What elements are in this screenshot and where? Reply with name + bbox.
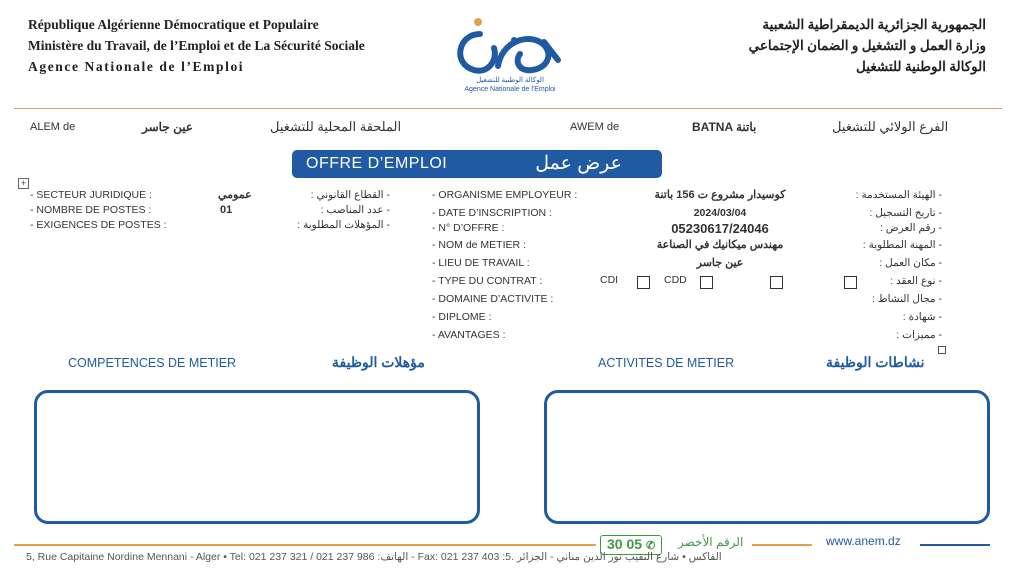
row-exigences	[30, 218, 410, 233]
label-ar: - نوع العقد :	[890, 275, 942, 287]
label-fr: - DOMAINE D’ACTIVITE :	[432, 293, 554, 305]
row-metier	[432, 238, 952, 256]
row-avantages	[432, 328, 952, 346]
label-fr: - DATE D’INSCRIPTION :	[432, 207, 552, 219]
label-ar: - عدد المناصب :	[320, 204, 390, 216]
title-ar: عرض عمل	[535, 153, 622, 174]
label-fr: - N° D’OFFRE :	[432, 222, 505, 234]
label-fr: - ORGANISME EMPLOYEUR :	[432, 189, 578, 201]
title-fr: OFFRE D’EMPLOI	[306, 155, 448, 172]
label-ar: - تاريخ التسجيل :	[869, 207, 942, 219]
competences-title-ar: مؤهلات الوظيفة	[332, 354, 425, 370]
footer-line-mid	[752, 544, 812, 546]
header-fr-line2: Ministère du Travail, de l’Emploi et de La Sécurité Sociale	[28, 38, 365, 53]
label-fr: - TYPE DU CONTRAT :	[432, 275, 543, 287]
title-banner	[292, 150, 662, 178]
value-nombre-postes: 01	[220, 204, 233, 216]
label-fr: - AVANTAGES :	[432, 329, 506, 341]
row-organisme	[432, 188, 952, 206]
footer-address: 5, Rue Capitaine Nordine Mennani - Alger • Tel: 021 237 321 / 021 237 986 :الهاتف - Fax: 021 237 403 :الفاكس • شارع النقيب نور الدين مناني - الجزائر .5	[26, 551, 722, 563]
awem-label: AWEM de	[570, 121, 620, 133]
phone-icon: ✆	[645, 540, 656, 552]
header-divider	[14, 108, 1002, 109]
alem-ar-label: الملحقة المحلية للتشغيل	[270, 119, 402, 134]
label-fr: - NOMBRE DE POSTES :	[30, 204, 152, 216]
left-block	[30, 188, 410, 233]
row-diplome	[432, 310, 952, 328]
cdi-checkbox[interactable]	[637, 276, 650, 289]
value-lieu: عين جاسر	[696, 257, 744, 269]
activites-title-ar: نشاطات الوظيفة	[826, 354, 925, 370]
label-ar: - القطاع القانوني :	[310, 189, 390, 201]
cdi-label: CDI	[600, 274, 619, 286]
value-metier: مهندس ميكانيك في الصناعة	[656, 239, 784, 251]
label-ar: - مميزات :	[896, 329, 942, 341]
logo-ar-text: الوكالة الوطنية للتشغيل	[476, 77, 544, 84]
value-numero-offre: 05230617/24046	[671, 221, 769, 236]
header-french	[28, 14, 365, 77]
header-fr-line1: République Algérienne Démocratique et Populaire	[28, 17, 319, 32]
expand-icon[interactable]: +	[18, 178, 29, 189]
label-ar: - شهادة :	[902, 311, 942, 323]
header-arabic	[749, 14, 986, 77]
label-ar: - الهيئة المستخدمة :	[855, 189, 942, 201]
label-fr: - NOM de METIER :	[432, 239, 526, 251]
logo-fr-text: Agence Nationale de l'Emploi	[464, 86, 556, 93]
label-fr: - EXIGENCES DE POSTES :	[30, 219, 167, 231]
header-ar-line3: الوكالة الوطنية للتشغيل	[856, 59, 986, 74]
other-contract-checkbox[interactable]	[770, 276, 783, 289]
awem-ar-label: الفرع الولائي للتشغيل	[832, 119, 949, 134]
value-secteur: عمومي	[218, 189, 252, 201]
alem-label: ALEM de	[30, 121, 76, 133]
alem-value: عين جاسر	[142, 120, 193, 134]
label-ar: - رقم العرض :	[880, 222, 942, 234]
right-block	[432, 188, 952, 346]
competences-title-fr: COMPETENCES DE METIER	[68, 356, 237, 370]
website-link[interactable]: www.anem.dz	[826, 534, 901, 548]
footer-line-left	[14, 544, 596, 546]
value-organisme: كوسيدار مشروع ت 156 باتنة	[654, 189, 786, 201]
label-fr: - DIPLOME :	[432, 311, 492, 323]
row-lieu	[432, 256, 952, 274]
activites-title-fr: ACTIVITES DE METIER	[598, 356, 735, 370]
cdd-label: CDD	[664, 274, 687, 286]
row-domaine	[432, 292, 952, 310]
header-ar-line1: الجمهورية الجزائرية الديمقراطية الشعبية	[762, 17, 986, 32]
awem-value: BATNA باتنة	[692, 120, 757, 134]
footer-line-right	[920, 544, 990, 546]
header-ar-line2: وزارة العمل و التشغيل و الضمان الإجتماعي	[748, 38, 986, 53]
competences-panel[interactable]	[34, 390, 480, 524]
activites-panel[interactable]	[544, 390, 990, 524]
header-fr-line3: Agence Nationale de l’Emploi	[28, 59, 245, 74]
label-ar: - المؤهلات المطلوبة :	[297, 219, 390, 231]
green-number-label: الرقم الأخضر	[678, 535, 744, 549]
small-checkbox[interactable]	[938, 346, 946, 354]
label-fr: - SECTEUR JURIDIQUE :	[30, 189, 152, 201]
label-ar: - مكان العمل :	[879, 257, 942, 269]
cdd-checkbox[interactable]	[700, 276, 713, 289]
label-ar: - مجال النشاط :	[872, 293, 942, 305]
row-numero-offre	[432, 221, 952, 238]
contract-ar-checkbox[interactable]	[844, 276, 857, 289]
row-nombre-postes	[30, 203, 410, 218]
row-contrat	[432, 274, 952, 292]
value-date: 2024/03/04	[693, 207, 747, 219]
label-ar: - المهنة المطلوبة :	[862, 239, 942, 251]
anem-logo	[440, 12, 580, 100]
label-fr: - LIEU DE TRAVAIL :	[432, 257, 530, 269]
green-number: 30 05	[607, 536, 643, 552]
row-date	[432, 206, 952, 221]
row-secteur	[30, 188, 410, 203]
